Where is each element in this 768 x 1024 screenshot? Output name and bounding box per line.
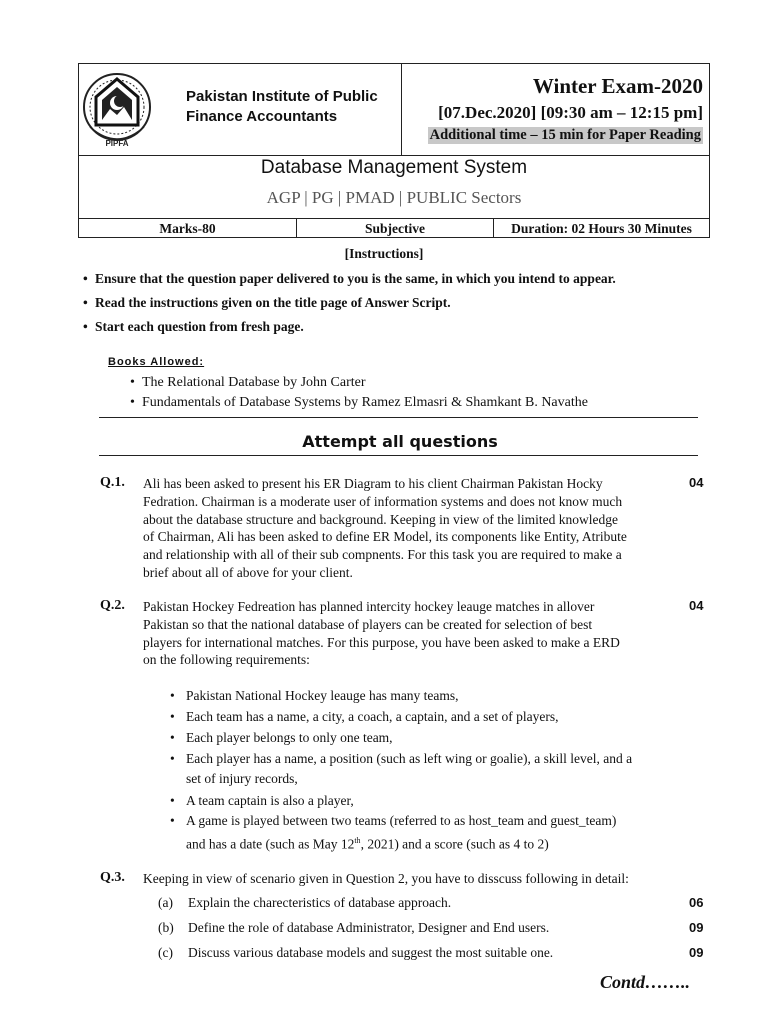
question-text-2: Pakistan Hockey Fedreation has planned intercity hockey leauge matches in allover Pakistan so that the national database of players can be created for selection of best players for international matches. For this purpose, you have been asked to make a ERD on the following requirements: [143, 599, 620, 668]
part-marks-c: 09 [689, 945, 704, 960]
requirement-item: • Pakistan National Hockey leauge has many teams, [170, 688, 459, 703]
part-text-c: Discuss various database models and suggest the most suitable one. [188, 945, 554, 960]
attempt-heading: Attempt all questions [302, 432, 498, 451]
instruction-item: • Ensure that the question paper delivered to you is the same, in which you intend to appear. [83, 271, 616, 286]
requirement-item-continued: and has a date (such as May 12th, 2021) and a score (such as 4 to 2) [186, 836, 549, 852]
institute-name-line-2: Finance Accountants [186, 108, 338, 125]
book-item: • The Relational Database by John Carter [130, 375, 366, 390]
exam-date: [07.Dec.2020] [09:30 am – 12:15 pm] [438, 103, 703, 122]
marks-cell: Marks-80 [159, 221, 216, 236]
additional-time: Additional time – 15 min for Paper Reading [429, 127, 701, 143]
part-label-c: (c) [158, 945, 173, 960]
question-marks-1: 04 [689, 475, 704, 490]
type-cell: Subjective [365, 221, 425, 236]
part-label-a: (a) [158, 895, 173, 910]
logo-text: PIPFA [105, 139, 129, 148]
question-text-1: Ali has been asked to present his ER Diagram to his client Chairman Pakistan Hocky Fedration. Chairman is a moderate user of information systems and does not know much about the database structure and background. Keeping in view of the limited knowledge of Chairman, Ali has been asked to define ER Model, its components like Entity, Atribute and relationship with all of their sub compnents. For this task you are required to make a brief about all of above for your client. [143, 476, 627, 580]
requirement-item: • Each player belongs to only one team, [170, 730, 393, 745]
question-number-2: Q.2. [100, 598, 125, 613]
duration-cell: Duration: 02 Hours 30 Minutes [511, 221, 692, 236]
institute-name-line-1: Pakistan Institute of Public [186, 88, 378, 105]
header-box [78, 63, 710, 238]
requirement-item-continued: set of injury records, [186, 771, 298, 786]
subject-title: Database Management System [260, 157, 528, 178]
institute-logo [80, 65, 154, 153]
institute-name [186, 87, 378, 127]
requirement-item: • A team captain is also a player, [170, 793, 354, 808]
divider-top [99, 417, 698, 418]
requirement-item: • A game is played between two teams (referred to as host_team and guest_team) [170, 813, 617, 828]
requirement-item: • Each team has a name, a city, a coach, a captain, and a set of players, [170, 709, 559, 724]
question-number-3: Q.3. [100, 870, 125, 885]
instruction-item: • Start each question from fresh page. [83, 319, 304, 334]
book-item: • Fundamentals of Database Systems by Ramez Elmasri & Shamkant B. Navathe [130, 395, 588, 410]
books-allowed-label: Books Allowed: [108, 356, 205, 368]
part-text-b: Define the role of database Administrator, Designer and End users. [188, 920, 550, 935]
part-marks-b: 09 [689, 920, 704, 935]
question-number-1: Q.1. [100, 475, 125, 490]
instructions-heading: [Instructions] [344, 246, 424, 261]
sectors: AGP | PG | PMAD | PUBLIC Sectors [266, 188, 522, 207]
divider-bottom [99, 455, 698, 456]
part-label-b: (b) [158, 920, 174, 935]
instruction-item: • Read the instructions given on the title page of Answer Script. [83, 295, 451, 310]
question-marks-2: 04 [689, 598, 704, 613]
question-text-3: Keeping in view of scenario given in Question 2, you have to disscuss following in detail: [143, 871, 629, 886]
exam-title: Winter Exam-2020 [532, 74, 703, 98]
part-text-a: Explain the charecteristics of database approach. [188, 895, 452, 910]
continued-label: Contd…….. [600, 972, 691, 992]
requirement-item: • Each player has a name, a position (such as left wing or goalie), a skill level, and a [170, 751, 633, 766]
part-marks-a: 06 [689, 895, 704, 910]
